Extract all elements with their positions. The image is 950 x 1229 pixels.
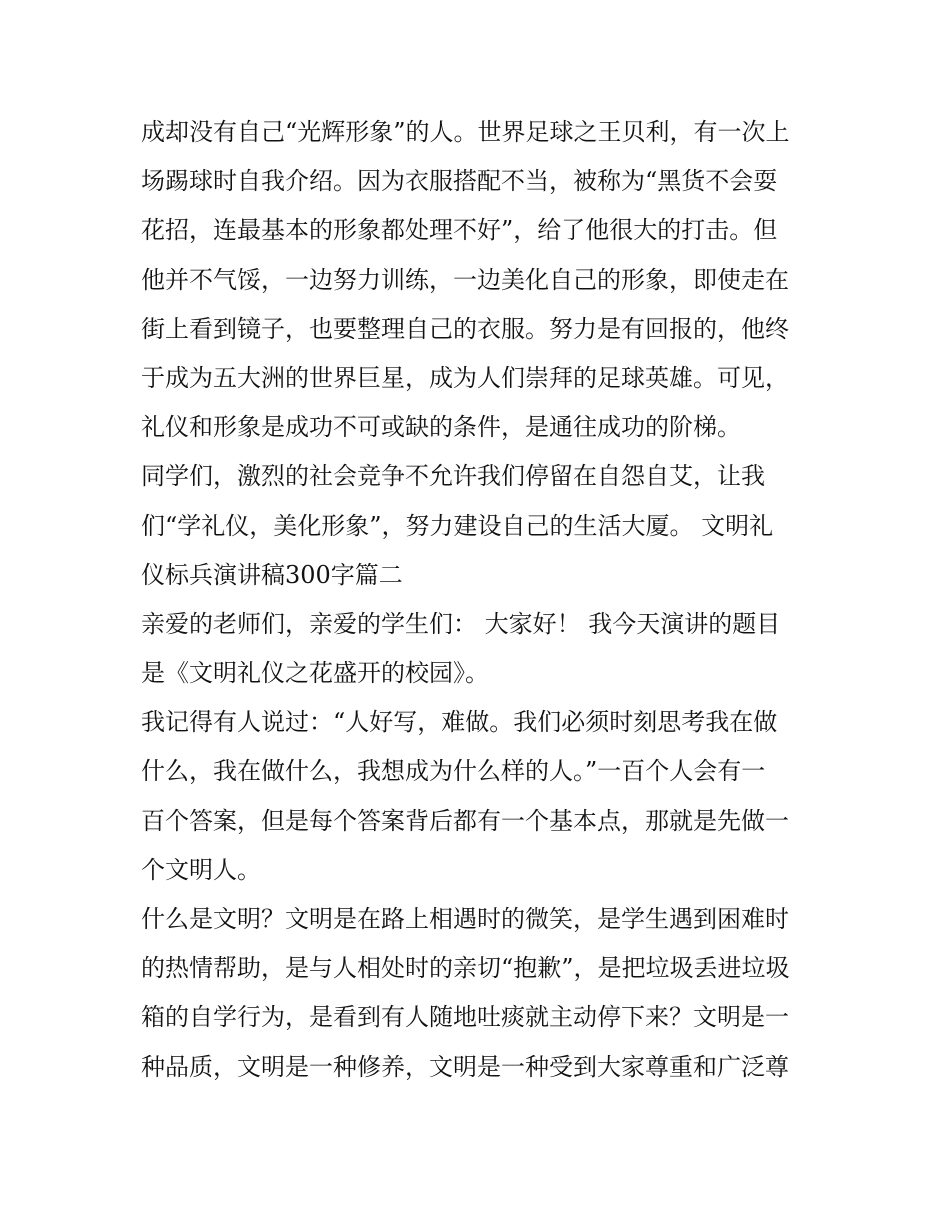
text-line: 们“学礼仪，美化形象”，努力建设自己的生活大厦。 文明礼: [141, 511, 774, 540]
text-line: 百个答案，但是每个答案背后都有一个基本点，那就是先做一: [141, 806, 789, 835]
text-line: 礼仪和形象是成功不可或缺的条件，是通往成功的阶梯。: [141, 413, 741, 442]
text-line: 种品质，文明是一种修养，文明是一种受到大家尊重和广泛尊: [141, 1052, 789, 1081]
text-line: 亲爱的老师们，亲爱的学生们： 大家好！ 我今天演讲的题目: [141, 609, 781, 638]
text-line: 同学们，激烈的社会竞争不允许我们停留在自怨自艾，让我: [141, 462, 765, 491]
body-text: [141, 108, 821, 1092]
text-line: 的热情帮助，是与人相处时的亲切“抱歉”，是把垃圾丢进垃圾: [141, 954, 790, 983]
text-line: 什么是文明？文明是在路上相遇时的微笑，是学生遇到困难时: [141, 905, 789, 933]
text-line: 场踢球时自我介绍。因为衣服搭配不当，被称为“黑货不会耍: [141, 167, 778, 196]
text-line: 成却没有自己“光辉形象”的人。世界足球之王贝利，有一次上: [141, 118, 790, 146]
text-line: 是《文明礼仪之花盛开的校园》。: [141, 659, 489, 688]
section-heading: 仪标兵演讲稿300字篇二: [141, 560, 403, 589]
text-line: 我记得有人说过：“人好写，难做。我们必须时刻思考我在做: [141, 708, 778, 737]
text-line: 个文明人。: [141, 855, 261, 884]
text-line: 他并不气馁，一边努力训练，一边美化自己的形象，即使走在: [141, 265, 789, 294]
text-line: 什么，我在做什么，我想成为什么样的人。”一百个人会有一: [141, 757, 766, 786]
text-line: 于成为五大洲的世界巨星，成为人们崇拜的足球英雄。可见，: [141, 363, 789, 392]
text-line: 箱的自学行为，是看到有人随地吐痰就主动停下来？文明是一: [141, 1003, 789, 1032]
text-line: 花招，连最基本的形象都处理不好”，给了他很大的打击。但: [141, 216, 778, 245]
text-line: 街上看到镜子，也要整理自己的衣服。努力是有回报的，他终: [141, 314, 789, 343]
